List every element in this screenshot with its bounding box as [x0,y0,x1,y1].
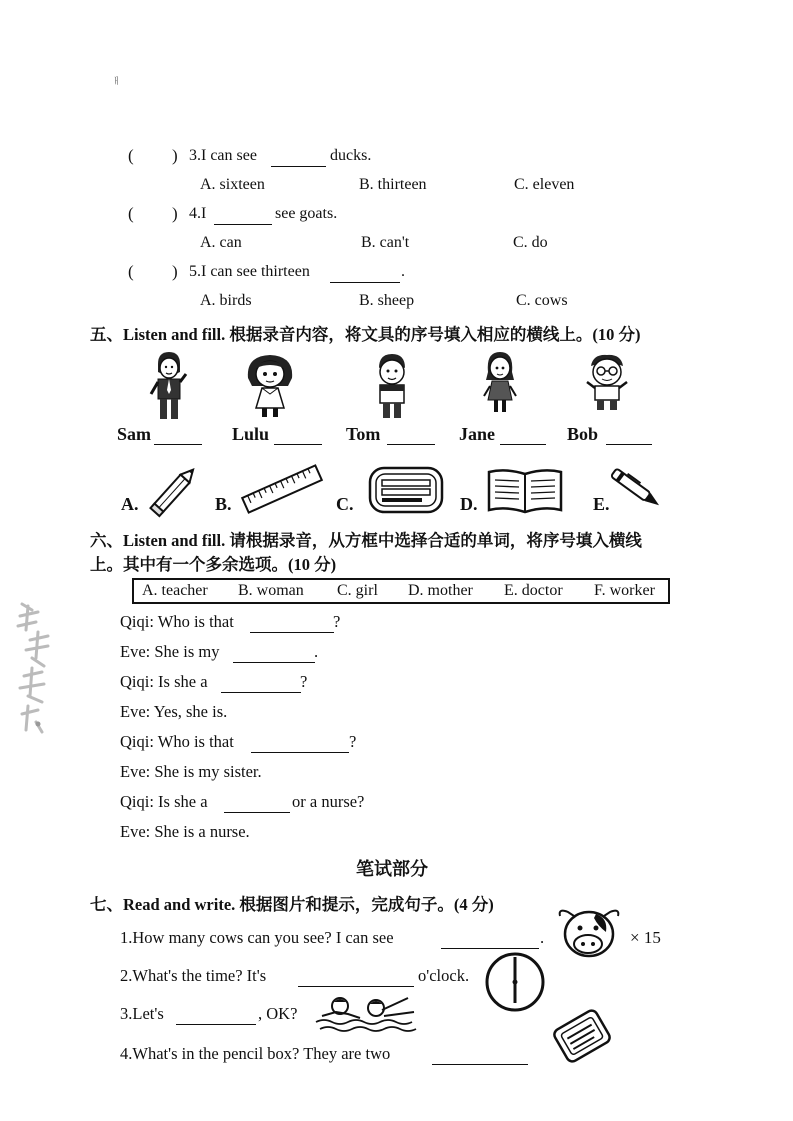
pencil-box-icon [366,462,446,518]
kid-name-lulu: Lulu [232,424,270,444]
write-item-2: 2.What's the time? It's [120,966,267,985]
question-text: 5.I can see thirteen [189,263,310,280]
question-text: ducks. [330,147,372,164]
ruler-icon [240,464,324,514]
pencil-box-small-icon [552,1004,612,1068]
answer-paren-open: ( [128,262,134,281]
write-blank-4[interactable] [432,1048,528,1065]
option-c: C. cows [516,292,568,309]
cow-icon [556,906,622,962]
option-c: C. eleven [514,176,575,193]
dialog-line-7: Qiqi: Is she a [120,792,208,811]
dialog-blank-5[interactable] [251,736,349,753]
question-text: 4.I [189,205,207,222]
write-item-2-end: o'clock. [418,966,470,985]
stationery-label-d: D. [460,494,478,514]
write-item-1-end: . [540,928,545,947]
option-a: A. birds [200,292,252,309]
dialog-line-7-end: or a nurse? [292,792,365,811]
question-text: 3.I can see [189,147,257,164]
option-b: B. can't [361,234,410,251]
pencil-icon [145,468,201,516]
write-item-4: 4.What's in the pencil box? They are two [120,1044,391,1063]
write-blank-1[interactable] [441,932,539,949]
kid-figure-tom [374,352,410,420]
clock-icon [484,951,546,1013]
write-item-1: 1.How many cows can you see? I can see [120,928,394,947]
word-bank-box [132,578,670,604]
kid-figure-lulu [242,352,298,420]
cow-count: × 15 [630,928,661,947]
write-blank-3[interactable] [176,1008,256,1025]
corner-mark: ㅐ [112,76,121,86]
answer-paren-close: ) [172,204,178,223]
dialog-blank-1[interactable] [250,616,334,633]
word-bank-item: E. doctor [504,582,563,599]
section6-heading-line2: 上。其中有一个多余选项。(10 分) [90,555,337,574]
dialog-line-5-end: ? [349,732,357,751]
word-bank-item: D. mother [408,582,473,599]
word-bank-item: A. teacher [142,582,208,599]
book-icon [486,466,564,516]
answer-blank[interactable] [271,150,326,167]
write-blank-2[interactable] [298,970,414,987]
stationery-label-c: C. [336,494,354,514]
dialog-line-4: Eve: Yes, she is. [120,702,228,721]
answer-blank[interactable] [214,208,272,225]
section5-heading: 五、Listen and fill. 根据录音内容，将文具的序号填入相应的横线上。(10 分) [90,325,641,344]
kid-name-jane: Jane [459,424,495,444]
option-a: A. sixteen [200,176,265,193]
option-a: A. can [200,234,242,251]
option-c: C. do [513,234,548,251]
word-bank-item: C. girl [337,582,378,599]
answer-blank-tom[interactable] [387,428,435,445]
answer-blank-bob[interactable] [606,428,652,445]
answer-paren-open: ( [128,204,134,223]
kid-name-tom: Tom [346,424,381,444]
dialog-line-2: Eve: She is my [120,642,220,661]
kid-figure-bob [583,352,631,412]
answer-blank-lulu[interactable] [274,428,322,445]
dialog-line-1-end: ? [333,612,341,631]
section6-heading-line1: 六、Listen and fill. 请根据录音，从方框中选择合适的单词，将序号填入横线 [90,531,642,550]
stationery-label-a: A. [121,494,139,514]
option-b: B. sheep [359,292,415,309]
stationery-label-e: E. [593,494,610,514]
kid-name-sam: Sam [117,424,152,444]
question-text: see goats. [275,205,338,222]
answer-paren-close: ) [172,262,178,281]
dialog-blank-7[interactable] [224,796,290,813]
written-part-title: 笔试部分 [356,859,428,879]
dialog-blank-2[interactable] [233,646,315,663]
side-stamp-watermark [8,596,68,746]
pen-icon [606,466,670,514]
kid-name-bob: Bob [567,424,599,444]
answer-blank-jane[interactable] [500,428,546,445]
swimming-icon [314,992,420,1034]
dialog-line-8: Eve: She is a nurse. [120,822,250,841]
stationery-label-b: B. [215,494,232,514]
dialog-blank-3[interactable] [221,676,301,693]
dialog-line-1: Qiqi: Who is that [120,612,234,631]
dialog-line-3: Qiqi: Is she a [120,672,208,691]
word-bank-item: B. woman [238,582,304,599]
write-item-3: 3.Let's [120,1004,164,1023]
dialog-line-3-end: ? [300,672,308,691]
answer-blank[interactable] [330,266,400,283]
dialog-line-5: Qiqi: Who is that [120,732,234,751]
kid-figure-sam [148,350,190,422]
section7-heading: 七、Read and write. 根据图片和提示，完成句子。(4 分) [90,895,494,914]
dialog-line-6: Eve: She is my sister. [120,762,262,781]
word-bank-item: F. worker [594,582,655,599]
write-item-3-end: , OK? [258,1004,298,1023]
kid-figure-jane [482,350,518,414]
option-b: B. thirteen [359,176,427,193]
answer-paren-open: ( [128,146,134,165]
answer-paren-close: ) [172,146,178,165]
answer-blank-sam[interactable] [154,428,202,445]
dialog-line-2-end: . [314,642,319,661]
question-text: . [401,263,405,280]
